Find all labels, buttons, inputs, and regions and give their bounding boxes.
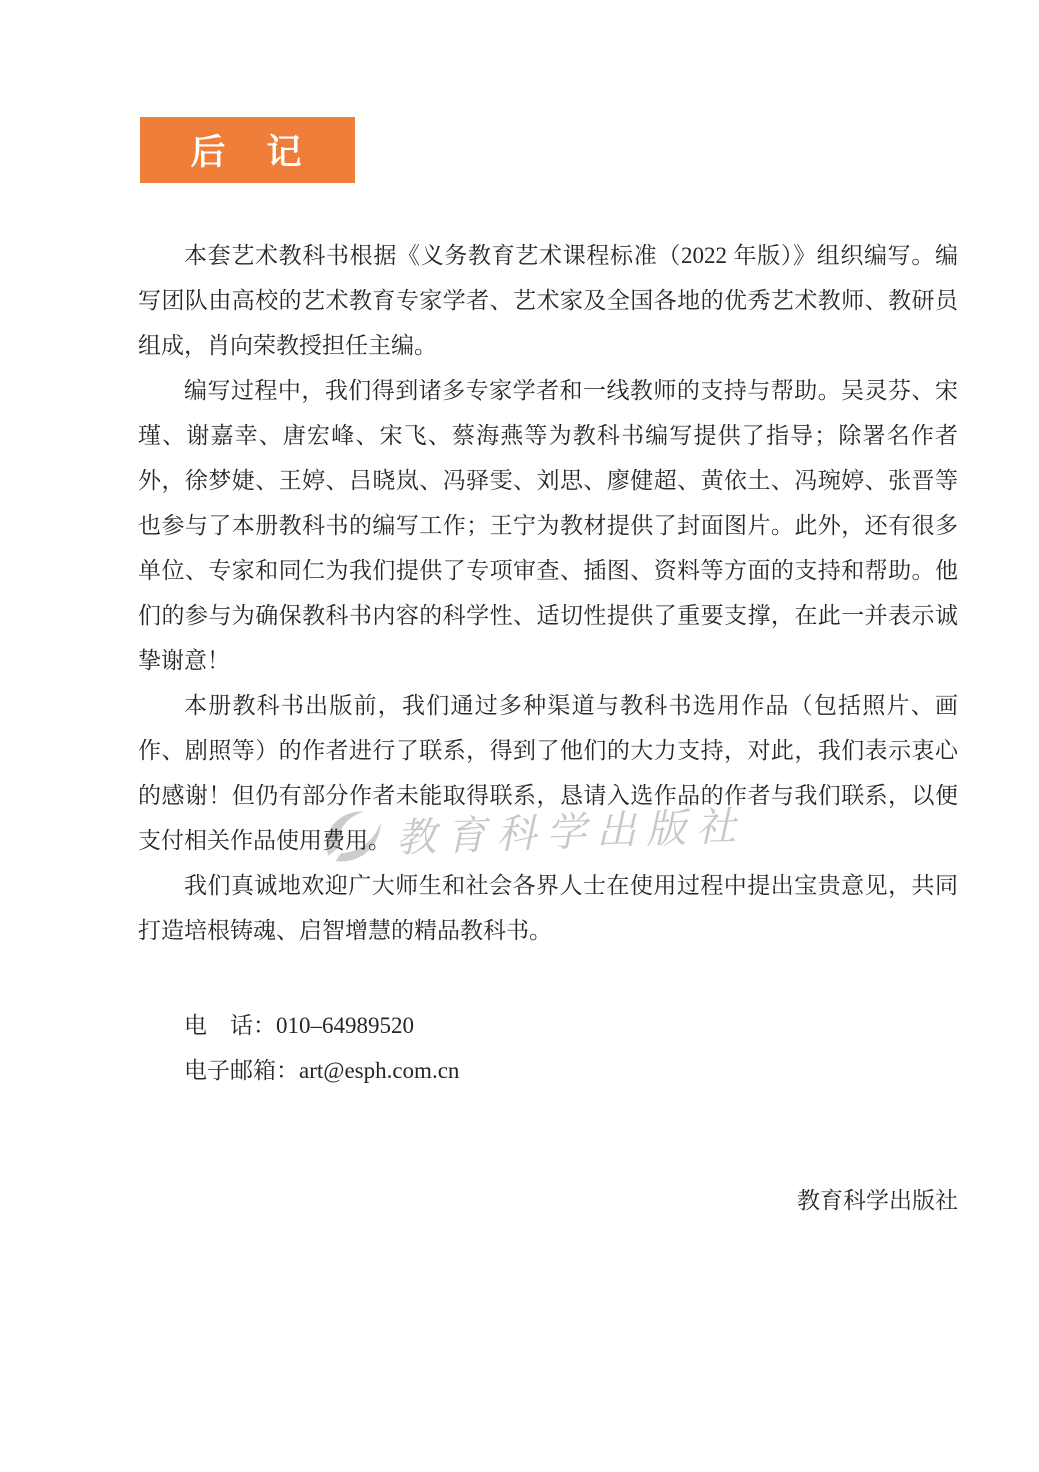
paragraph-1: 本套艺术教科书根据《义务教育艺术课程标准（2022 年版）》组织编写。编写团队由高校的艺术教育专家学者、艺术家及全国各地的优秀艺术教师、教研员组成，肖向荣教授担任主编。 (138, 243, 958, 358)
email-line: 电子邮箱：art@esph.com.cn (184, 1058, 460, 1083)
publisher-watermark-text: 教育科学出版社 (395, 803, 747, 862)
paragraph-2: 编写过程中，我们得到诸多专家学者和一线教师的支持与帮助。吴灵芬、宋瑾、谢嘉幸、唐宏峰、宋飞、蔡海燕等为教科书编写提供了指导；除署名作者外，徐梦婕、王婷、吕晓岚、冯驿雯、刘思、廖健超、黄依土、冯琬婷、张晋等也参与了本册教科书的编写工作；王宁为教材提供了封面图片。此外，还有很多单位、专家和同仁为我们提供了专项审查、插图、资料等方面的支持和帮助。他们的参与为确保教科书内容的科学性、适切性提供了重要支撑，在此一并表示诚挚谢意！ (138, 378, 958, 673)
phone-line: 电 话：010–64989520 (184, 1013, 414, 1038)
publisher-signature: 教育科学出版社 (797, 1188, 958, 1213)
paragraph-4: 我们真诚地欢迎广大师生和社会各界人士在使用过程中提出宝贵意见，共同打造培根铸魂、启智增慧的精品教科书。 (138, 873, 958, 943)
contact-info (138, 1003, 958, 1093)
page-title-text: 后 记 (190, 133, 305, 172)
afterword-body (138, 233, 958, 1223)
page-title (140, 117, 355, 183)
paragraph-3: 本册教科书出版前，我们通过多种渠道与教科书选用作品（包括照片、画作、剧照等）的作者进行了联系，得到了他们的大力支持，对此，我们表示衷心的感谢！但仍有部分作者未能取得联系，恳请入选作品的作者与我们联系，以便支付相关作品使用费用。 (138, 693, 958, 853)
